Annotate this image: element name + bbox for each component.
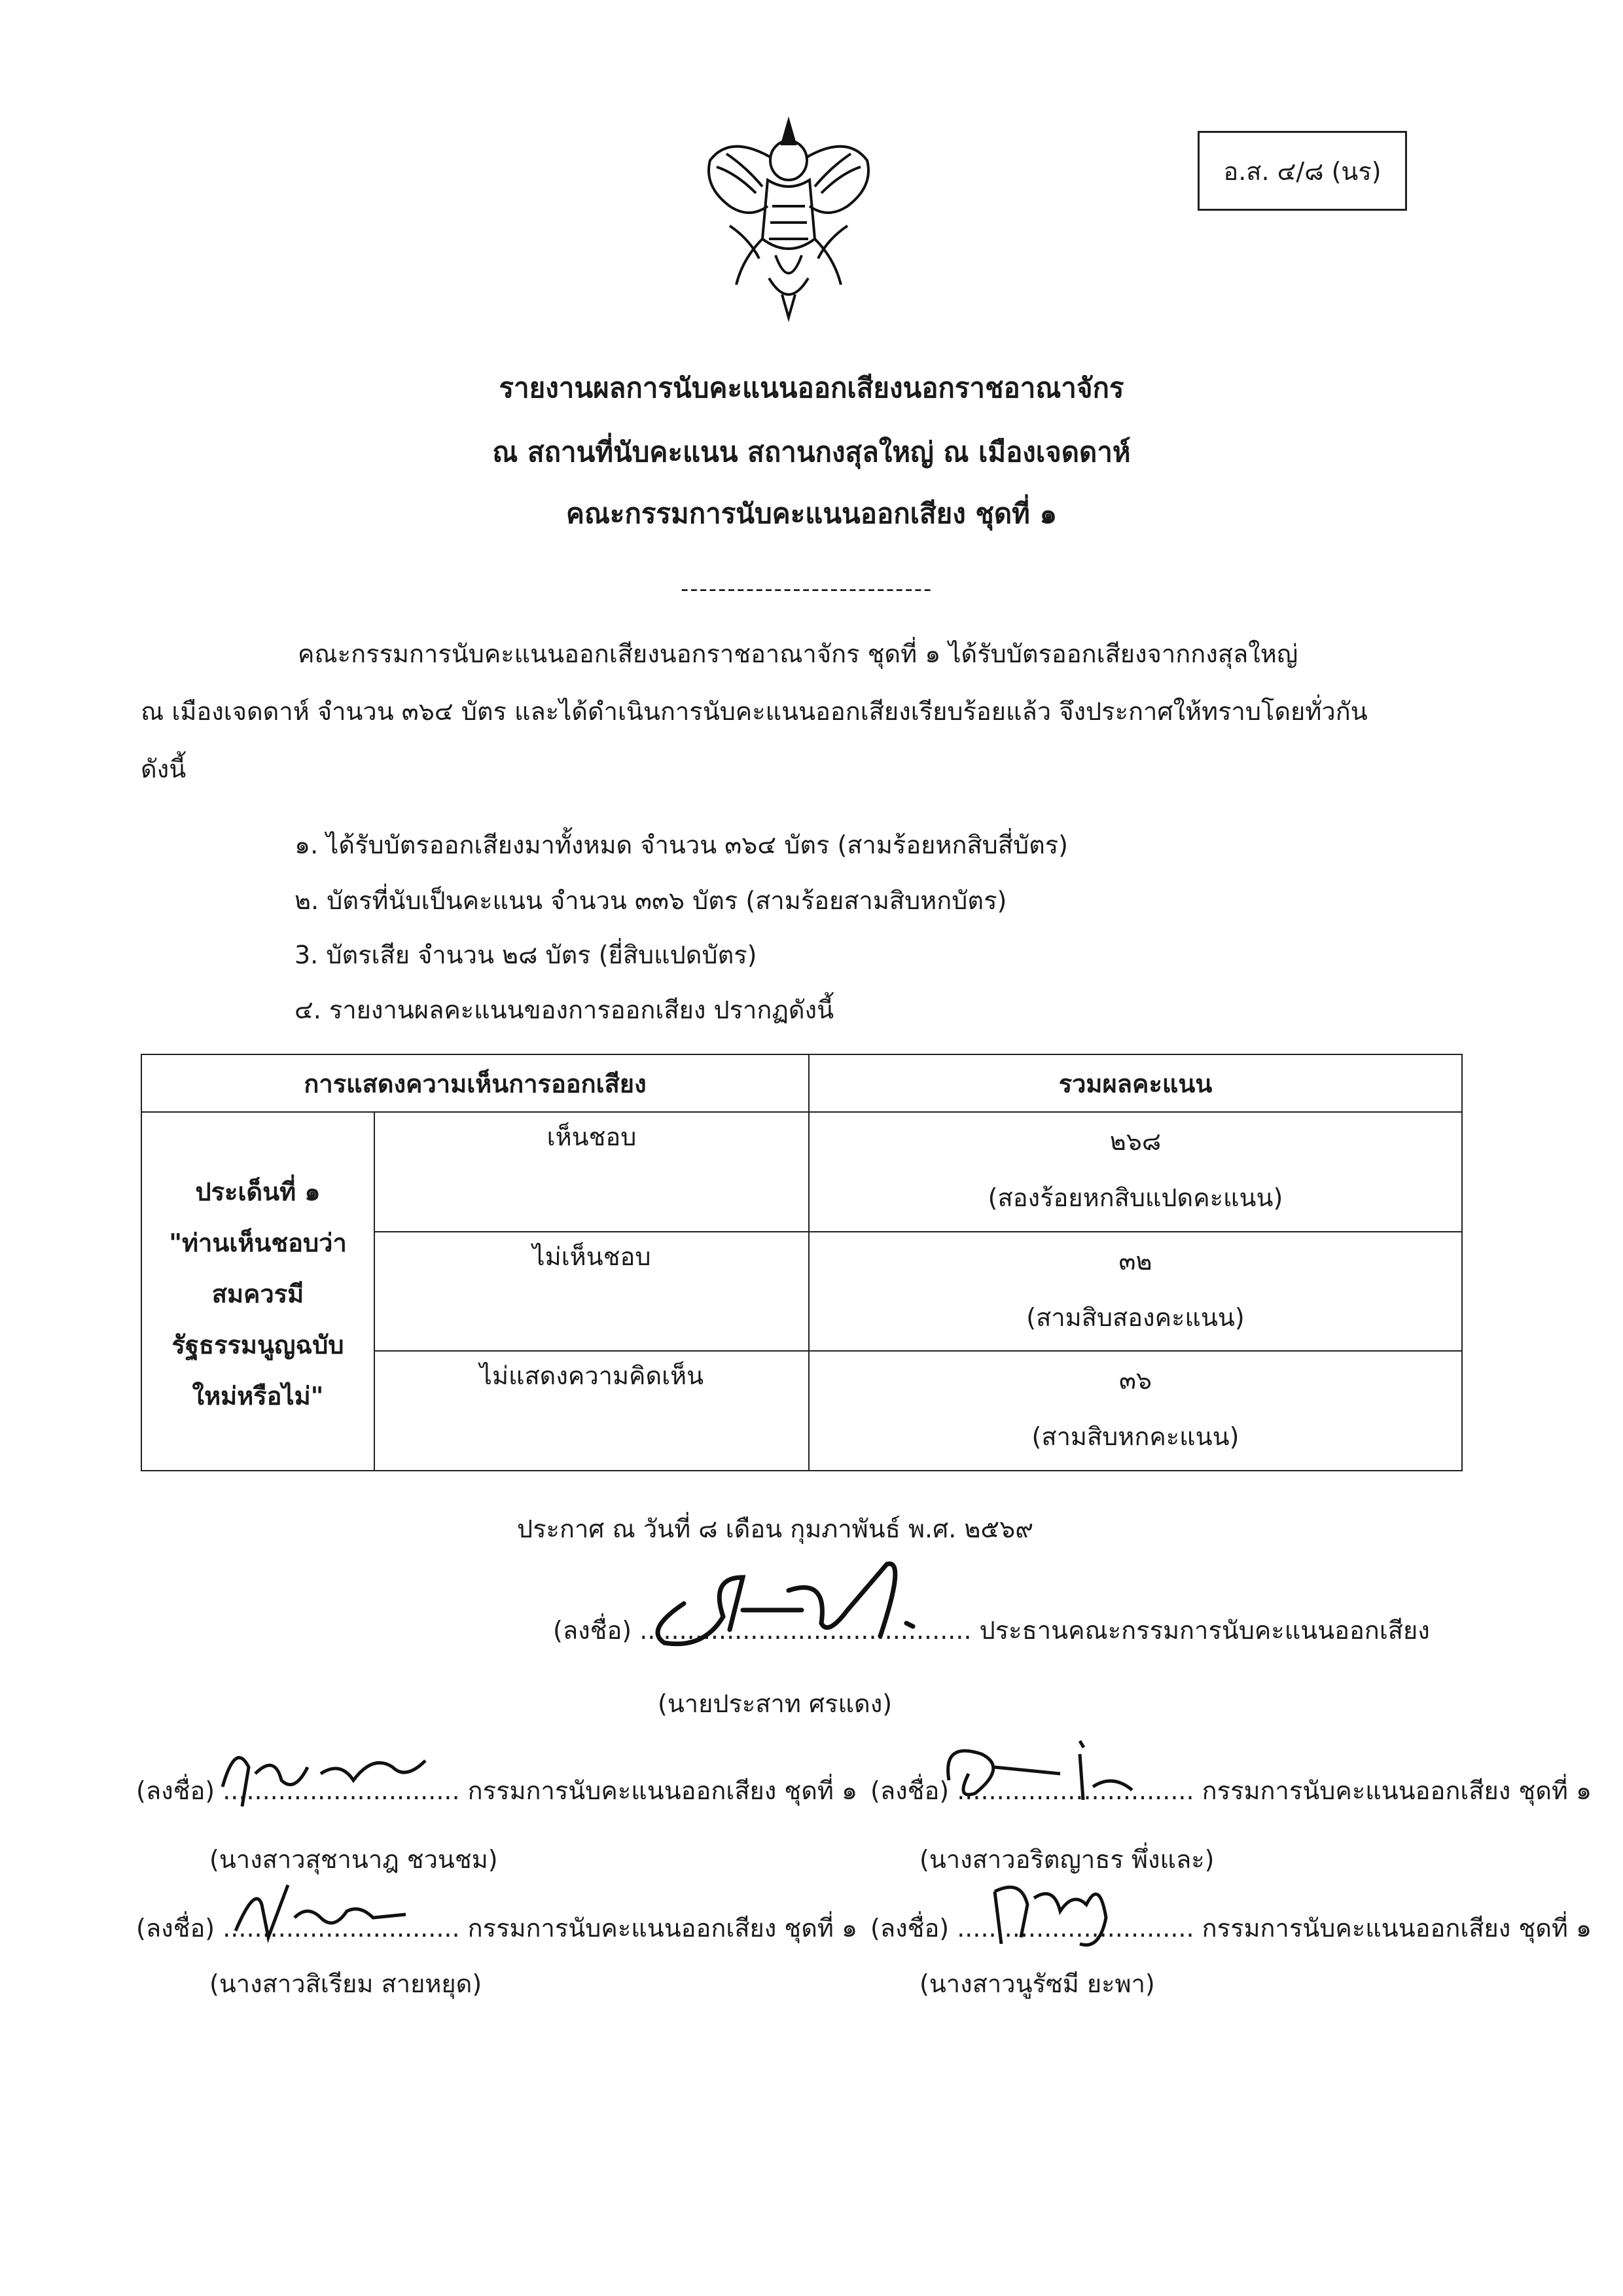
intro-line-2: ณ เมืองเจดดาห์ จำนวน ๓๖๔ บัตร และได้ดำเนินการนับคะแนนออกเสียงเรียบร้อยแล้ว จึงประกาศให้ทราบโดยทั่วกัน (141, 697, 1368, 726)
option-approve: เห็นชอบ (374, 1112, 809, 1232)
member-role: กรรมการนับคะแนนออกเสียง ชุดที่ ๑ (1202, 1776, 1592, 1805)
option-no-opinion: ไม่แสดงความคิดเห็น (374, 1351, 809, 1471)
issue-line: ประเด็นที่ ๑ (195, 1177, 321, 1206)
table-header-row (141, 1054, 1462, 1112)
score-value: ๒๖๘ (1109, 1127, 1162, 1156)
member-name: (นางสาวอริตญาธร พึ่งและ) (919, 1845, 1215, 1874)
member-name: (นางสาวสุชานาฎ ชวนชม) (209, 1845, 498, 1874)
sign-dots: .............................. (957, 1914, 1194, 1943)
member-signature (929, 1728, 1152, 1813)
member-signature (216, 1865, 425, 1944)
member-role: กรรมการนับคะแนนออกเสียง ชุดที่ ๑ (467, 1914, 858, 1943)
intro-line-1: คณะกรรมการนับคะแนนออกเสียงนอกราชอาณาจักร ชุดที่ ๑ ได้รับบัตรออกเสียงจากกงสุลใหญ่ (298, 639, 1298, 668)
form-code: อ.ส. ๔/๘ (นร) (1223, 156, 1382, 186)
sign-dots: .............................. (223, 1776, 460, 1805)
item-ballots-received: ๑. ได้รับบัตรออกเสียงมาทั้งหมด จำนวน ๓๖๔ บัตร (สามร้อยหกสิบสี่บัตร) (294, 831, 1069, 859)
score-words: (สามสิบสองคะแนน) (1026, 1302, 1245, 1332)
sign-dots: .............................. (957, 1776, 1194, 1805)
chair-name: (นายประสาท ศรแดง) (658, 1689, 893, 1718)
header-opinion: การแสดงความเห็นการออกเสียง (141, 1054, 809, 1112)
separator-line: --------------------------- (681, 576, 933, 602)
score-cell (809, 1112, 1462, 1232)
issue-line: "ท่านเห็นชอบว่า (169, 1228, 347, 1257)
intro-paragraph (141, 625, 1469, 798)
member-role: กรรมการนับคะแนนออกเสียง ชุดที่ ๑ (1202, 1914, 1592, 1943)
report-title: รายงานผลการนับคะแนนออกเสียงนอกราชอาณาจักร (499, 372, 1124, 404)
member-name: (นางสาวนูรัซมี ยะพา) (919, 1969, 1155, 1998)
score-value: ๓๖ (1118, 1366, 1152, 1395)
score-cell (809, 1232, 1462, 1352)
sign-dots: .............................. (223, 1914, 460, 1943)
member-role: กรรมการนับคะแนนออกเสียง ชุดที่ ๑ (467, 1776, 858, 1805)
item-results-heading: ๔. รายงานผลคะแนนของการออกเสียง ปรากฏดังนี้ (294, 996, 834, 1024)
item-ballots-invalid: 3. บัตรเสีย จำนวน ๒๘ บัตร (ยี่สิบแปดบัตร) (294, 941, 757, 969)
intro-line-3: ดังนี้ (141, 755, 187, 783)
sign-prefix: (ลงชื่อ) (870, 1776, 950, 1805)
member-name: (นางสาวสิเรียม สายหยุด) (209, 1969, 482, 1998)
score-cell (809, 1351, 1462, 1471)
score-value: ๓๒ (1118, 1246, 1152, 1276)
results-table (141, 1054, 1463, 1471)
header-total: รวมผลคะแนน (809, 1054, 1462, 1112)
score-words: (สามสิบหกคะแนน) (1031, 1422, 1240, 1452)
sign-prefix: (ลงชื่อ) (553, 1616, 632, 1645)
member-signature (975, 1865, 1145, 1957)
garuda-emblem-icon (690, 108, 887, 324)
report-committee: คณะกรรมการนับคะแนนออกเสียง ชุดที่ ๑ (565, 497, 1058, 529)
form-code-box (1198, 131, 1407, 211)
issue-line: ใหม่หรือไม่" (192, 1381, 324, 1410)
chair-role: ประธานคณะกรรมการนับคะแนนออกเสียง (979, 1616, 1430, 1645)
announcement-date: ประกาศ ณ วันที่ ๘ เดือน กุมภาพันธ์ พ.ศ. ๒๕๖๙ (517, 1515, 1034, 1543)
member-signature (209, 1728, 445, 1820)
score-words: (สองร้อยหกสิบแปดคะแนน) (988, 1183, 1283, 1212)
issue-line: สมควรมี (211, 1279, 304, 1308)
sign-prefix: (ลงชื่อ) (870, 1914, 950, 1943)
report-location: ณ สถานที่นับคะแนน สถานกงสุลใหญ่ ณ เมืองเจดดาห์ (492, 436, 1131, 468)
issue-cell (141, 1112, 374, 1471)
option-disapprove: ไม่เห็นชอบ (374, 1232, 809, 1352)
chair-signature (632, 1551, 972, 1656)
issue-line: รัฐธรรมนูญฉบับ (171, 1330, 344, 1359)
sign-prefix: (ลงชื่อ) (136, 1914, 215, 1943)
sign-dots: .......................................... (639, 1616, 972, 1645)
table-row (141, 1112, 1462, 1232)
item-ballots-counted: ๒. บัตรที่นับเป็นคะแนน จำนวน ๓๓๖ บัตร (สามร้อยสามสิบหกบัตร) (294, 886, 1007, 915)
sign-prefix: (ลงชื่อ) (136, 1776, 215, 1805)
